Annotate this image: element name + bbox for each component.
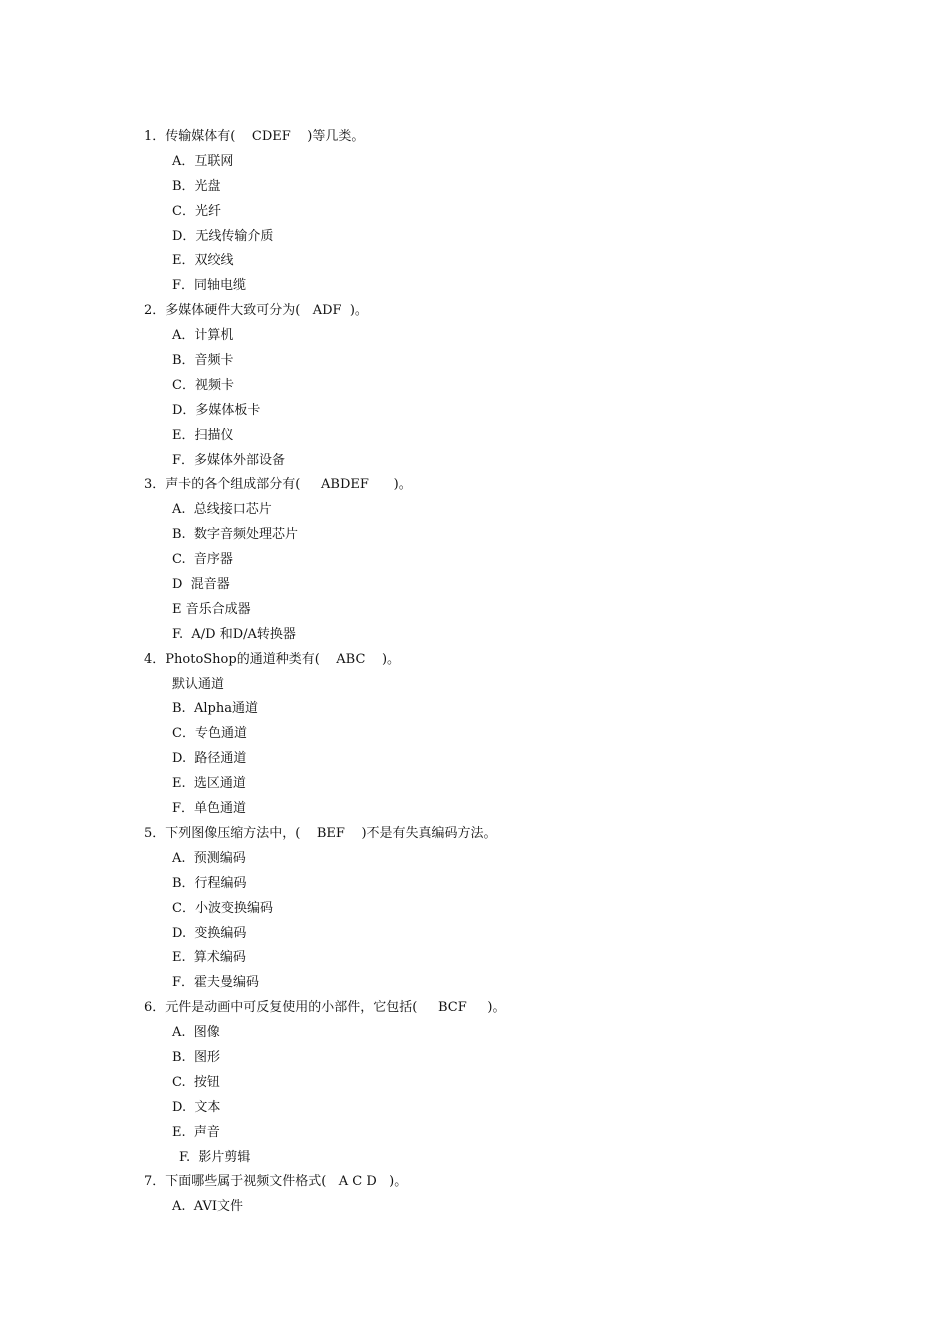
question-stem: 4．PhotoShop的通道种类有( ABC )。	[144, 651, 401, 667]
answer-option: F. 影片剪辑	[179, 1149, 251, 1165]
answer-option: F．单色通道	[172, 801, 247, 817]
answer-option: C．小波变换编码	[172, 900, 273, 916]
answer-option: A. 图像	[172, 1025, 220, 1041]
answer-option: A．互联网	[172, 153, 234, 169]
answer-option: F．霍夫曼编码	[172, 975, 260, 991]
question-stem: 7．下面哪些属于视频文件格式( A C D )。	[144, 1174, 408, 1190]
answer-option: C．视频卡	[172, 377, 234, 393]
answer-option: B. Alpha通道	[172, 701, 258, 717]
answer-option: E 音乐合成器	[172, 601, 251, 617]
answer-option: B．行程编码	[172, 875, 247, 891]
answer-option: D．多媒体板卡	[172, 402, 261, 418]
answer-option: B．音频卡	[172, 353, 234, 369]
question-list	[144, 125, 844, 1220]
answer-option: B. 数字音频处理芯片	[172, 527, 298, 543]
answer-option: F. A/D 和D/A转换器	[172, 626, 296, 642]
answer-option: D. 文本	[172, 1099, 221, 1115]
answer-option: D．无线传输介质	[172, 228, 274, 244]
answer-option: D 混音器	[172, 577, 230, 593]
answer-option: C．光纤	[172, 203, 221, 219]
answer-option: D. 变换编码	[172, 925, 247, 941]
answer-option: B. 图形	[172, 1049, 220, 1065]
answer-option: D. 路径通道	[172, 751, 247, 767]
question-stem: 5．下列图像压缩方法中，( BEF )不是有失真编码方法。	[144, 825, 497, 841]
question-stem: 6．元件是动画中可反复使用的小部件，它包括( BCF )。	[144, 1000, 506, 1016]
answer-option: E. 选区通道	[172, 776, 246, 792]
answer-option: A. 总线接口芯片	[172, 502, 272, 518]
answer-option: E．扫描仪	[172, 427, 234, 443]
question-stem: 2．多媒体硬件大致可分为( ADF )。	[144, 303, 368, 319]
answer-option: A. AVI文件	[172, 1199, 244, 1215]
answer-option: E. 声音	[172, 1124, 220, 1140]
answer-option: A. 预测编码	[172, 850, 246, 866]
answer-option: E．双绞线	[172, 253, 234, 269]
answer-option: F．多媒体外部设备	[172, 452, 286, 468]
answer-option: F．同轴电缆	[172, 278, 247, 294]
answer-option: C．专色通道	[172, 726, 247, 742]
answer-option: C. 按钮	[172, 1074, 220, 1090]
answer-option: E. 算术编码	[172, 950, 246, 966]
answer-option: C. 音序器	[172, 552, 233, 568]
question-stem: 1．传输媒体有( CDEF )等几类。	[144, 129, 365, 144]
answer-option: A．计算机	[172, 328, 234, 344]
answer-option: 默认通道	[172, 676, 225, 692]
question-stem: 3．声卡的各个组成部分有( ABDEF )。	[144, 477, 412, 493]
answer-option: B．光盘	[172, 178, 221, 194]
